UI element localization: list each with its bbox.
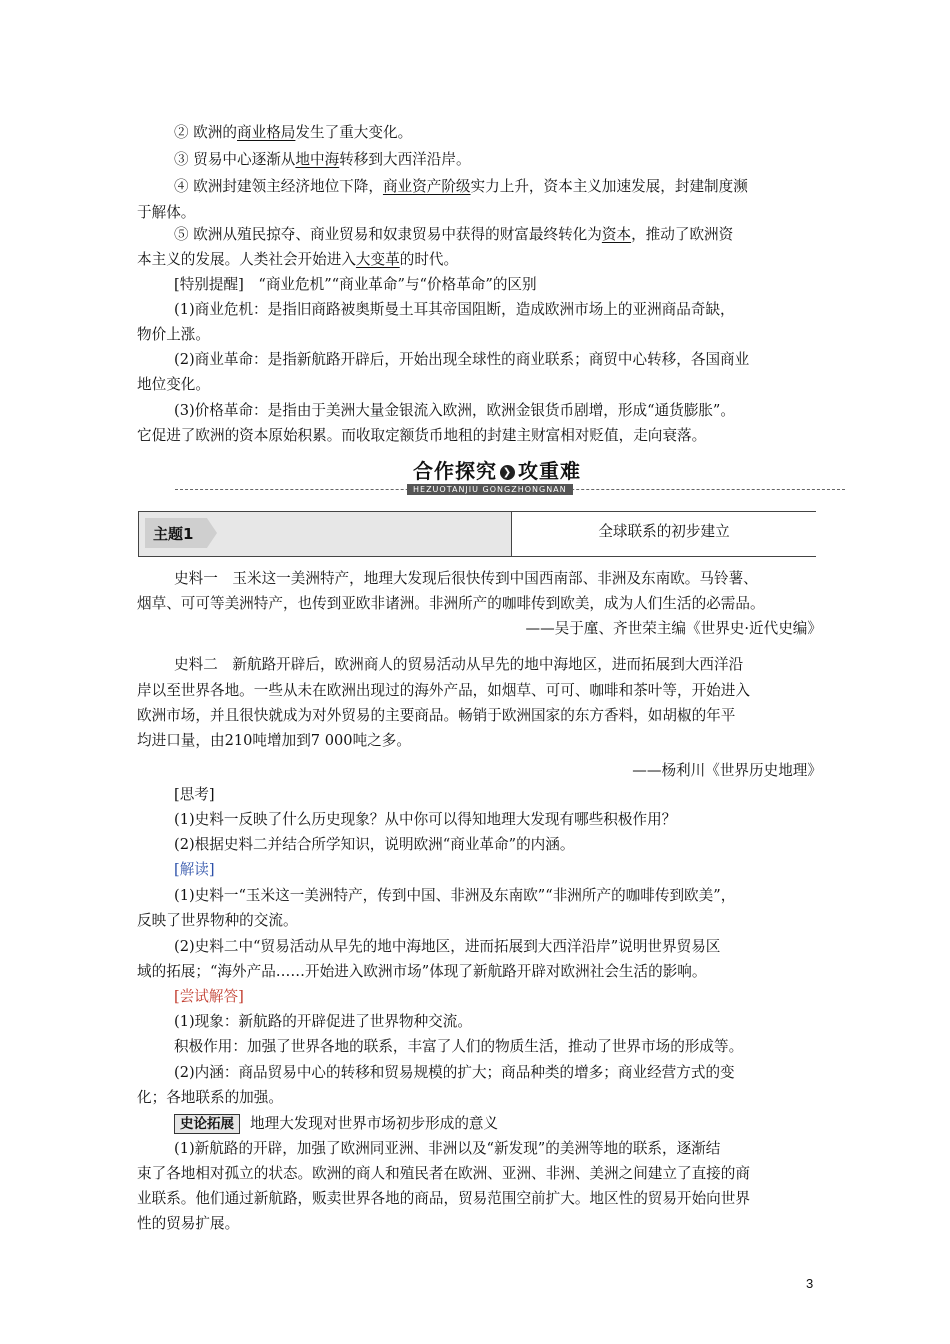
interpret-p1-cont: 反映了世界物种的交流。 [137, 912, 298, 929]
material1-source: ——吴于廑、齐世荣主编《世界史·近代史编》 [525, 620, 822, 637]
think-q2: (2)根据史料二并结合所学知识，说明欧洲“商业革命”的内涵。 [174, 836, 575, 853]
reminder-p2-cont: 地位变化。 [137, 376, 210, 393]
topic-header [138, 511, 816, 557]
text: ④ 欧洲封建领主经济地位下降， [174, 178, 383, 195]
extension-p1-cont1: 束了各地相对孤立的状态。欧洲的商人和殖民者在欧洲、亚洲、非洲、美洲之间建立了直接的商 [137, 1165, 750, 1182]
extension-title: 地理大发现对世界市场初步形成的意义 [250, 1115, 499, 1132]
extension-heading [174, 1114, 498, 1134]
underlined-term: 资本 [601, 226, 632, 243]
item-4-cont: 于解体。 [137, 204, 196, 221]
text: ② 欧洲的 [174, 124, 238, 141]
material1-line2: 烟草、可可等美洲特产，也传到亚欧非诸洲。非洲所产的咖啡传到欧美，成为人们生活的必需品。 [137, 595, 765, 612]
material2-line4: 均进口量，由210吨增加到7 000吨之多。 [137, 732, 411, 749]
text: 转移到大西洋沿岸。 [339, 151, 471, 168]
material1-line1: 史料一 玉米这一美洲特产，地理大发现后很快传到中国西南部、非洲及东南欧。马铃薯、 [174, 570, 758, 587]
topic-heading: 全球联系的初步建立 [511, 512, 816, 556]
banner-title-b: 攻重难 [518, 459, 581, 483]
interpret-label: [解读] [174, 861, 215, 878]
answer-2: 积极作用：加强了世界各地的联系，丰富了人们的物质生活，推动了世界市场的形成等。 [174, 1038, 744, 1055]
reminder-title: [特别提醒] “商业危机”“商业革命”与“价格革命”的区别 [174, 276, 537, 293]
text: ⑤ 欧洲从殖民掠夺、商业贸易和奴隶贸易中获得的财富最终转化为 [174, 226, 602, 243]
interpret-p2-cont: 域的拓展；“海外产品……开始进入欧洲市场”体现了新航路开辟对欧洲社会生活的影响。 [137, 963, 707, 980]
underlined-term: 地中海 [295, 151, 340, 168]
text: 的时代。 [399, 251, 459, 268]
item-5-cont [137, 250, 458, 270]
reminder-p3-cont: 它促进了欧洲的资本原始积累。而收取定额货币地租的封建主财富相对贬值，走向衰落。 [137, 427, 707, 444]
item-5 [174, 225, 733, 245]
reminder-p2: (2)商业革命：是指新航路开辟后，开始出现全球性的商业联系；商贸中心转移，各国商业 [174, 351, 750, 368]
material2-line2: 岸以至世界各地。一些从未在欧洲出现过的海外产品，如烟草、可可、咖啡和茶叶等，开始进入 [137, 682, 750, 699]
section-banner [175, 455, 845, 495]
extension-p1-cont3: 性的贸易扩展。 [137, 1215, 240, 1232]
reminder-p1-cont: 物价上涨。 [137, 326, 210, 343]
underlined-term: 商业资产阶级 [382, 178, 471, 195]
text: 本主义的发展。人类社会开始进入 [137, 251, 356, 268]
extension-p1-cont2: 业联系。他们通过新航路，贩卖世界各地的商品，贸易范围空前扩大。地区性的贸易开始向世界 [137, 1190, 750, 1207]
page-number: 3 [806, 1276, 814, 1291]
topic-tag: 主题1 [153, 525, 194, 543]
interpret-p2: (2)史料二中“贸易活动从早先的地中海地区，进而拓展到大西洋沿岸”说明世界贸易区 [174, 938, 721, 955]
reminder-p1: (1)商业危机：是指旧商路被奥斯曼土耳其帝国阻断，造成欧洲市场上的亚洲商品奇缺， [174, 301, 735, 318]
extension-tag: 史论拓展 [174, 1114, 240, 1134]
think-label: [思考] [174, 786, 215, 803]
banner-title [413, 455, 581, 485]
item-4 [174, 177, 748, 197]
answer-3-cont: 化；各地联系的加强。 [137, 1089, 283, 1106]
interpret-p1: (1)史料一“玉米这一美洲特产，传到中国、非洲及东南欧”“非洲所产的咖啡传到欧美”， [174, 887, 736, 904]
material2-line3: 欧洲市场，并且很快就成为对外贸易的主要商品。畅销于欧洲国家的东方香料，如胡椒的年平 [137, 707, 736, 724]
answer-label: [尝试解答] [174, 988, 244, 1005]
extension-p1: (1)新航路的开辟，加强了欧洲同亚洲、非洲以及“新发现”的美洲等地的联系，逐渐结 [174, 1140, 721, 1157]
text: 实力上升，资本主义加速发展，封建制度濒 [470, 178, 748, 195]
material2-line1: 史料二 新航路开辟后，欧洲商人的贸易活动从早先的地中海地区，进而拓展到大西洋沿 [174, 656, 744, 673]
reminder-p3: (3)价格革命：是指由于美洲大量金银流入欧洲，欧洲金银货币剧增，形成“通货膨胀”。 [174, 402, 735, 419]
text: ，推动了欧洲资 [631, 226, 734, 243]
material2-source: ——杨利川《世界历史地理》 [632, 762, 822, 779]
think-q1: (1)史料一反映了什么历史现象？从中你可以得知地理大发现有哪些积极作用？ [174, 811, 677, 828]
underlined-term: 大变革 [355, 251, 400, 268]
text: 发生了重大变化。 [295, 124, 413, 141]
answer-1: (1)现象：新航路的开辟促进了世界物种交流。 [174, 1013, 472, 1030]
arrow-right-icon: ❯ [500, 465, 515, 480]
underlined-term: 商业格局 [237, 124, 296, 141]
answer-3: (2)内涵：商品贸易中心的转移和贸易规模的扩大；商品种类的增多；商业经营方式的变 [174, 1064, 735, 1081]
banner-title-a: 合作探究 [413, 459, 497, 483]
item-3 [174, 150, 471, 170]
item-2 [174, 123, 412, 143]
banner-pinyin: HEZUOTANJIU GONGZHONGNAN [407, 484, 573, 495]
text: ③ 贸易中心逐渐从 [174, 151, 296, 168]
